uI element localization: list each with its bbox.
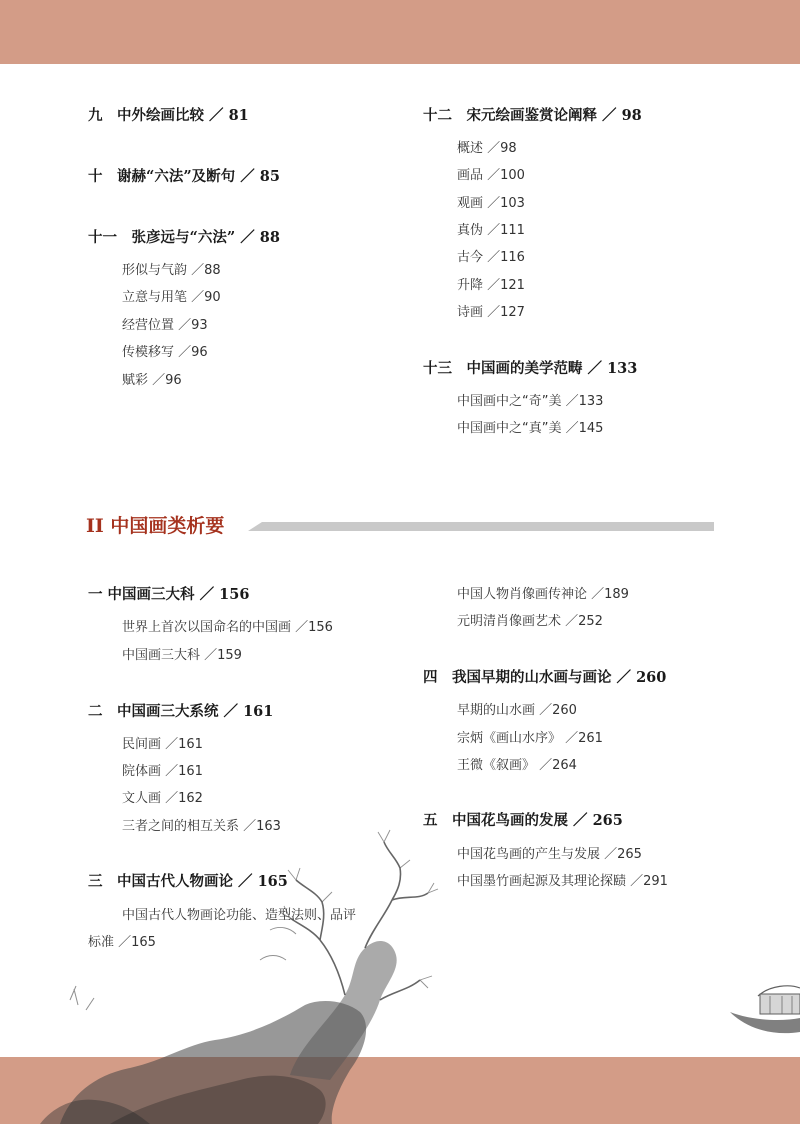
toc-entry[interactable]: 中国画中之“真”美 ／145 [457,421,604,436]
toc-entry[interactable]: 三者之间的相互关系 ／163 [122,819,281,834]
toc-entry[interactable]: 院体画 ／161 [122,764,203,779]
toc-entry[interactable]: 升降 ／121 [457,278,525,293]
toc-entry[interactable]: 民间画 ／161 [122,737,203,752]
toc-entry[interactable]: 早期的山水画 ／260 [457,703,577,718]
toc-entry[interactable]: 中国画中之“奇”美 ／133 [457,394,604,409]
toc-chapter-4[interactable]: 四 我国早期的山水画与画论 ／ 260 [423,669,667,686]
toc-entry[interactable]: 中国画三大科 ／159 [122,648,242,663]
toc-entry[interactable]: 传模移写 ／96 [122,345,208,360]
toc-entry[interactable]: 中国花鸟画的产生与发展 ／265 [457,847,642,862]
toc-entry[interactable]: 观画 ／103 [457,196,525,211]
toc-entry-continuation[interactable]: 标准 ／165 [88,935,156,950]
toc-entry[interactable]: 经营位置 ／93 [122,318,208,333]
toc-chapter-11[interactable]: 十一 张彦远与“六法” ／ 88 [88,229,280,246]
toc-entry[interactable]: 中国墨竹画起源及其理论探赜 ／291 [457,874,668,889]
toc-entry[interactable]: 宗炳《画山水序》 ／261 [457,731,603,746]
section-title: II 中国画类析要 [86,515,225,537]
toc-entry[interactable]: 文人画 ／162 [122,791,203,806]
toc-entry[interactable]: 世界上首次以国命名的中国画 ／156 [122,620,333,635]
toc-chapter-3[interactable]: 三 中国古代人物画论 ／ 165 [88,873,288,890]
toc-chapter-12[interactable]: 十二 宋元绘画鉴赏论阐释 ／ 98 [423,107,642,124]
section-divider [248,522,714,531]
toc-chapter-2[interactable]: 二 中国画三大系统 ／ 161 [88,703,274,720]
toc-entry[interactable]: 立意与用笔 ／90 [122,290,221,305]
toc-entry[interactable]: 中国古代人物画论功能、造型法则、品评 [122,908,357,923]
top-color-band [0,0,800,64]
toc-entry[interactable]: 元明清肖像画艺术 ／252 [457,614,603,629]
toc-entry[interactable]: 诗画 ／127 [457,305,525,320]
toc-entry[interactable]: 形似与气韵 ／88 [122,263,221,278]
toc-entry[interactable]: 画品 ／100 [457,168,525,183]
toc-entry[interactable]: 真伪 ／111 [457,223,525,238]
boat-drawing [730,986,800,1033]
toc-chapter-13[interactable]: 十三 中国画的美学范畴 ／ 133 [423,360,638,377]
toc-chapter-5[interactable]: 五 中国花鸟画的发展 ／ 265 [423,812,623,829]
bottom-color-band [0,1057,800,1124]
toc-entry[interactable]: 概述 ／98 [457,141,517,156]
toc-entry[interactable]: 中国人物肖像画传神论 ／189 [457,587,629,602]
toc-chapter-9[interactable]: 九 中外绘画比较 ／ 81 [88,107,249,124]
toc-entry[interactable]: 王微《叙画》 ／264 [457,758,577,773]
toc-entry[interactable]: 古今 ／116 [457,250,525,265]
toc-chapter-1[interactable]: 一 中国画三大科 ／ 156 [88,586,250,603]
toc-entry[interactable]: 赋彩 ／96 [122,373,182,388]
toc-chapter-10[interactable]: 十 谢赫“六法”及断句 ／ 85 [88,168,280,185]
